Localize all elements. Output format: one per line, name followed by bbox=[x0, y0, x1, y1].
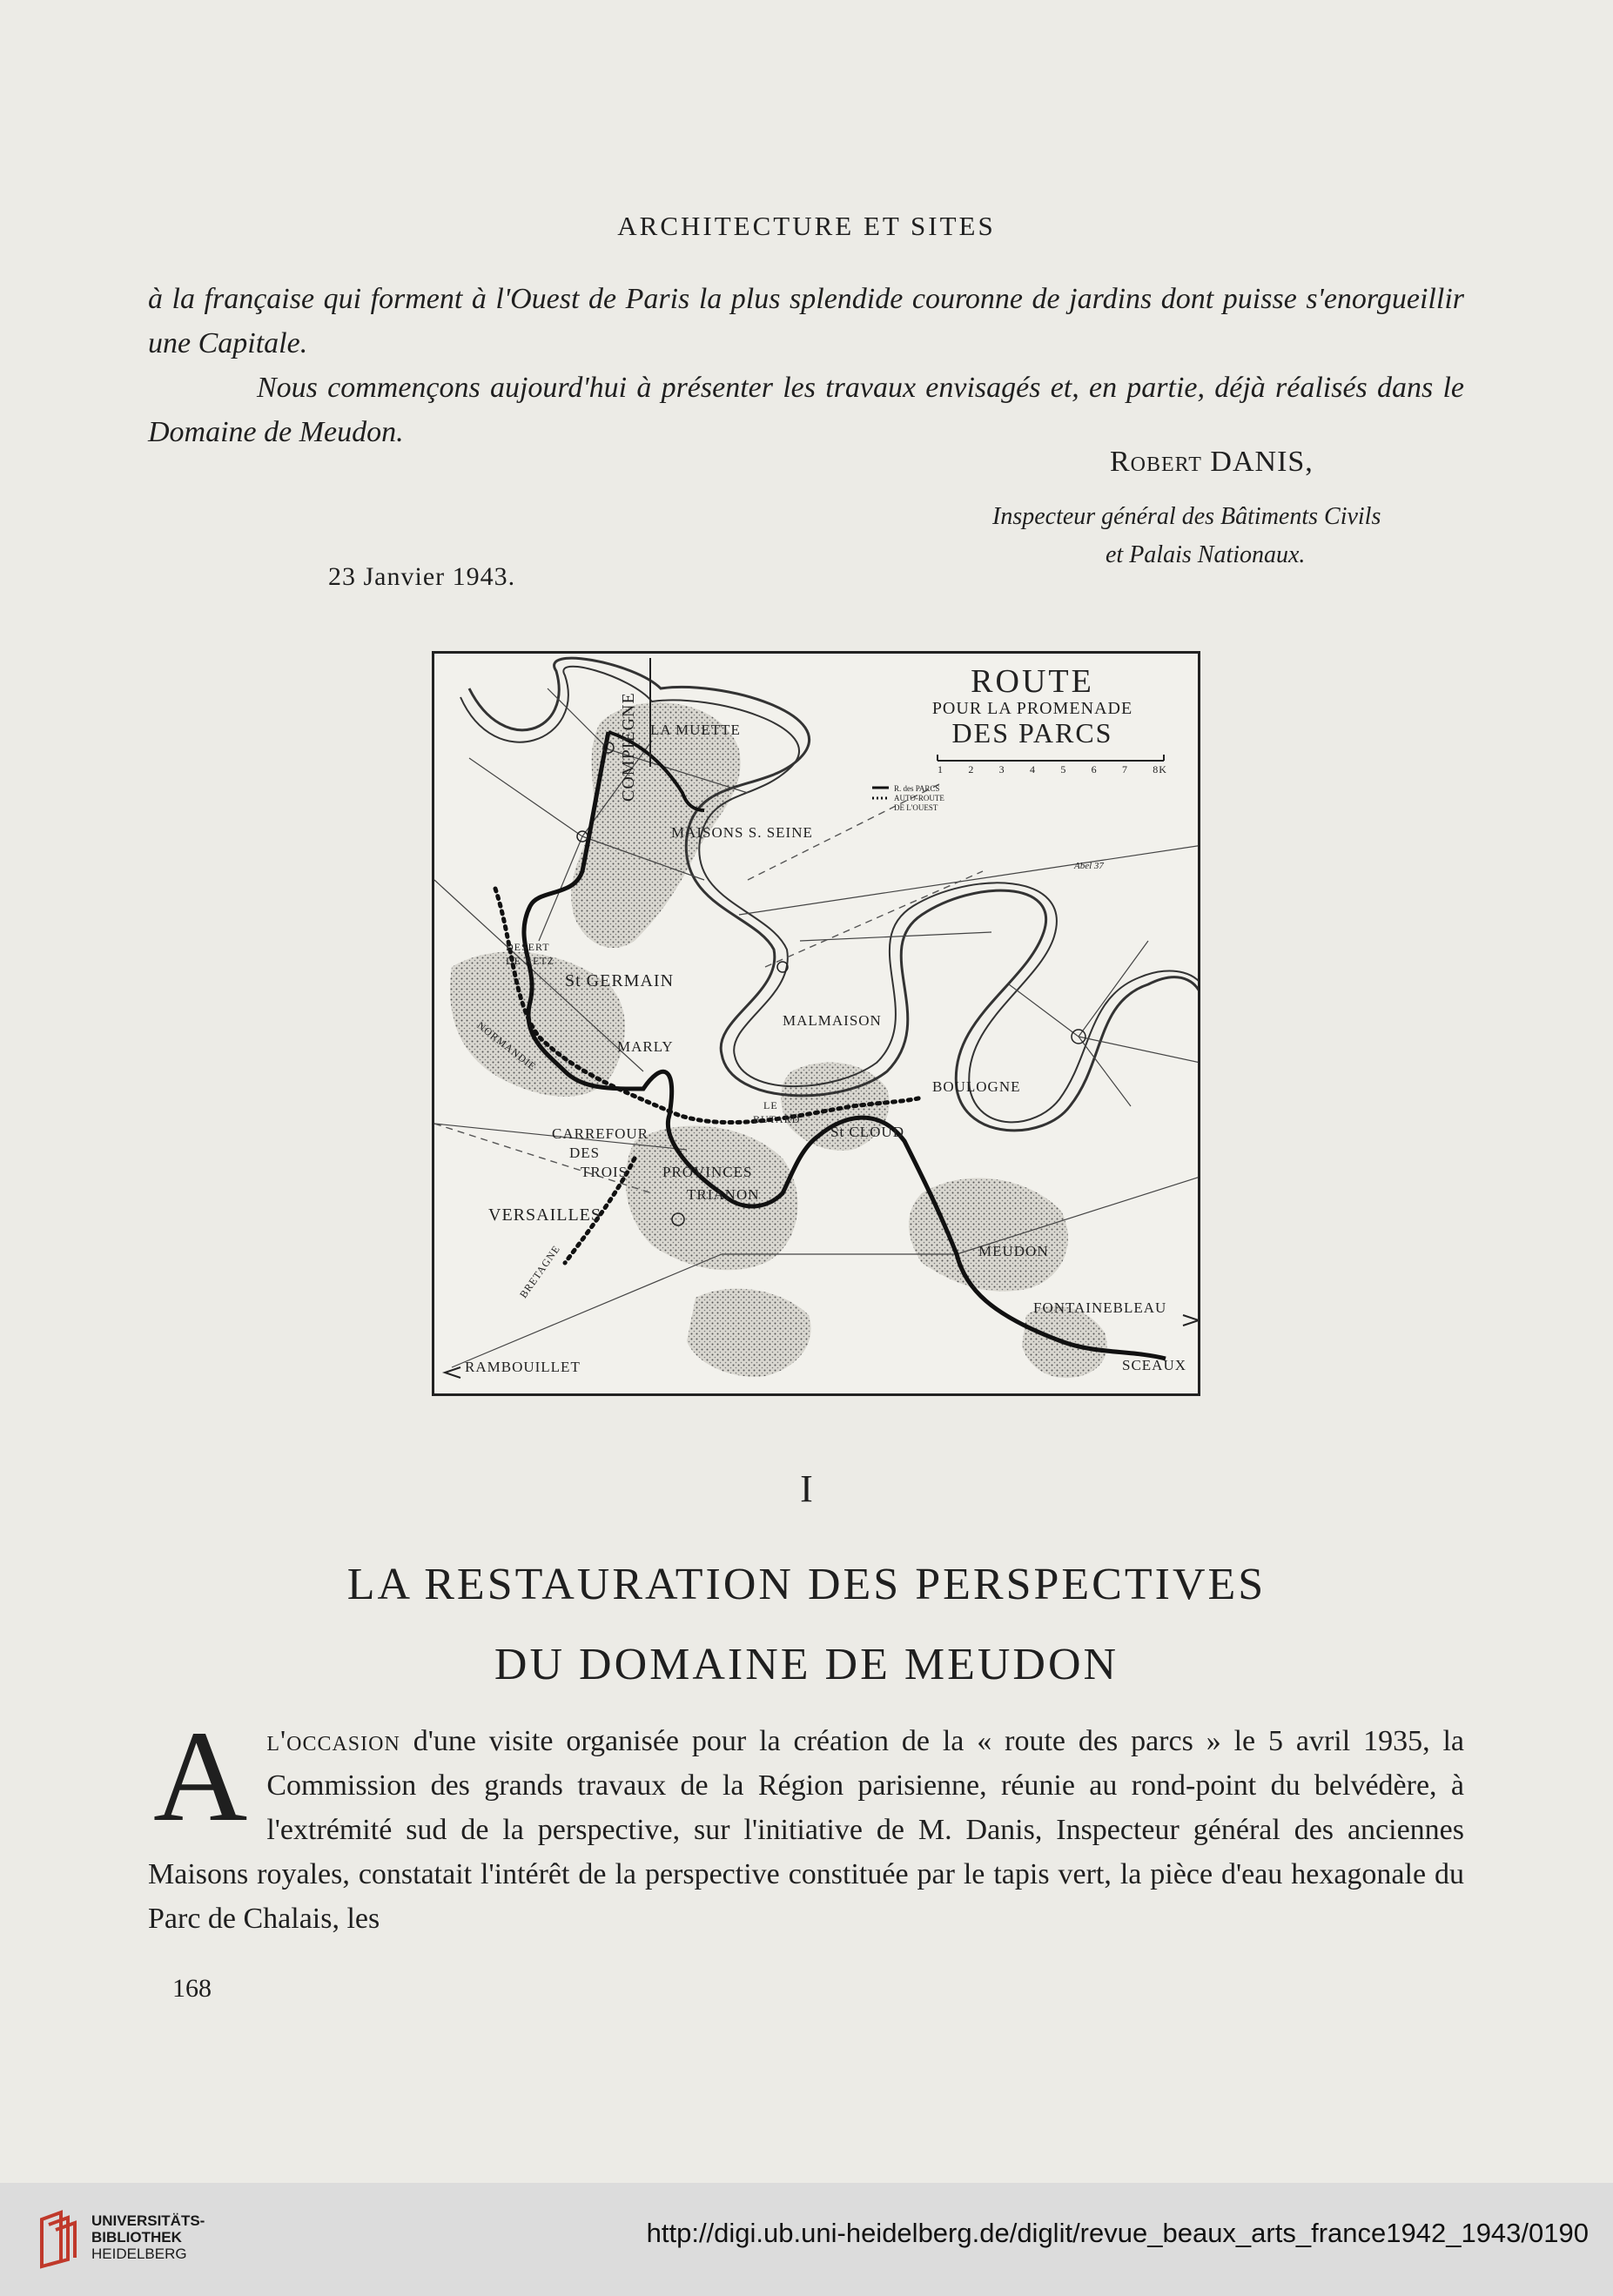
scale-tick: 5 bbox=[1060, 763, 1067, 775]
scale-tick: 8K bbox=[1153, 763, 1167, 775]
scale-tick: 4 bbox=[1029, 763, 1036, 775]
section-title-line-1: LA RESTAURATION DES PERSPECTIVES bbox=[346, 1560, 1267, 1609]
scale-ticks bbox=[938, 763, 1167, 776]
place-normandie: NORMANDIE bbox=[474, 1019, 539, 1073]
place-compiegne: COMPIEGNE bbox=[619, 692, 638, 802]
library-name-line-2: BIBLIOTHEK bbox=[91, 2229, 182, 2246]
place-butard: BUTARD bbox=[753, 1113, 801, 1125]
scale-tick: 7 bbox=[1121, 763, 1128, 775]
place-sceaux: SCEAUX bbox=[1122, 1357, 1187, 1373]
library-name-line-1: UNIVERSITÄTS- bbox=[91, 2212, 205, 2229]
section-title bbox=[0, 1545, 1613, 1705]
place-des: DES bbox=[569, 1145, 601, 1161]
place-desert-2: DE RETZ bbox=[506, 955, 554, 967]
intro-text bbox=[148, 277, 1464, 454]
library-name-line-3: HEIDELBERG bbox=[91, 2246, 187, 2262]
place-desert-1: DESERT bbox=[506, 941, 550, 953]
place-trois: TROIS bbox=[581, 1164, 628, 1180]
place-carrefour: CARREFOUR bbox=[552, 1125, 649, 1142]
scale-tick: 2 bbox=[968, 763, 975, 775]
scale-bar bbox=[938, 755, 1164, 761]
arrow-fontainebleau bbox=[1183, 1315, 1199, 1326]
intro-paragraph-2: Nous commençons aujourd'hui à présenter les travaux envisagés et, en partie, déjà réalisés dans le Domaine de Meudon. bbox=[148, 372, 1464, 448]
place-versailles: VERSAILLES bbox=[488, 1205, 602, 1225]
place-la-muette: LA MUETTE bbox=[650, 722, 741, 738]
artist-signature: Abel 37 bbox=[1074, 861, 1104, 871]
place-le: LE bbox=[763, 1099, 778, 1111]
place-trianon: TRIANON bbox=[687, 1186, 760, 1203]
map-title bbox=[902, 664, 1163, 748]
running-head: ARCHITECTURE ET SITES bbox=[617, 211, 996, 241]
scale-tick: 3 bbox=[998, 763, 1005, 775]
library-logo-icon bbox=[35, 2209, 87, 2270]
drop-cap: A bbox=[153, 1704, 248, 1849]
section-title-line-2: DU DOMAINE DE MEUDON bbox=[494, 1640, 1119, 1689]
place-marly: MARLY bbox=[617, 1038, 674, 1055]
library-name bbox=[91, 2212, 205, 2262]
place-boulogne: BOULOGNE bbox=[932, 1078, 1021, 1095]
forest-rambouillet bbox=[687, 1289, 811, 1377]
place-maisons: MAISONS S. SEINE bbox=[671, 824, 813, 841]
map-title-line-2: POUR LA PROMENADE bbox=[931, 699, 1133, 718]
date-line: 23 Janvier 1943. bbox=[328, 562, 516, 591]
signature-title-line-1: Inspecteur général des Bâtiments Civils bbox=[992, 503, 1381, 530]
place-malmaison: MALMAISON bbox=[783, 1012, 882, 1029]
place-provinces: PROVINCES bbox=[662, 1164, 753, 1180]
place-rambouillet: RAMBOUILLET bbox=[465, 1359, 581, 1375]
arrow-rambouillet bbox=[445, 1367, 460, 1378]
place-st-germain: St GERMAIN bbox=[565, 971, 675, 990]
signature-first-name: Robert bbox=[1110, 446, 1202, 478]
map-legend bbox=[894, 784, 944, 813]
map-title-line-1: ROUTE bbox=[971, 663, 1094, 700]
library-footer bbox=[0, 2183, 1613, 2296]
body-paragraph bbox=[148, 1704, 1464, 1941]
signature-last-name: DANIS, bbox=[1210, 446, 1314, 478]
route-map-figure bbox=[432, 651, 1200, 1396]
signature-title-line-2: et Palais Nationaux. bbox=[1106, 541, 1306, 568]
section-number: I bbox=[800, 1467, 813, 1510]
signature-name bbox=[1110, 446, 1314, 479]
scale-tick: 6 bbox=[1091, 763, 1098, 775]
place-fontainebleau: FONTAINEBLEAU bbox=[1033, 1299, 1167, 1316]
legend-item-route: R. des PARCS bbox=[894, 784, 940, 793]
legend-item-autoroute-2: DE L'OUEST bbox=[894, 803, 938, 812]
legend-item-autoroute: AUTO-ROUTE bbox=[894, 794, 944, 802]
scale-tick: 1 bbox=[938, 763, 944, 775]
source-url-link[interactable]: http://digi.ub.uni-heidelberg.de/diglit/revue_beaux_arts_france1942_1943/0190 bbox=[646, 2218, 1589, 2248]
map-title-line-3: DES PARCS bbox=[951, 717, 1113, 749]
body-text: d'une visite organisée pour la création de la « route des parcs » le 5 avril 1935, la Commission des grands travaux de la Région parisienne, réunie au rond-point du belvédère, à l'extrémité sud de la perspective, sur l'initiative de M. Danis, Inspecteur général des anciennes Maisons royales, constatait l'intérêt de la perspective constituée par le tapis vert, la pièce d'eau hexagonale du Parc de Chalais, les bbox=[148, 1725, 1464, 1935]
lead-smallcaps: l'occasion bbox=[266, 1725, 400, 1757]
place-bretagne: BRETAGNE bbox=[517, 1242, 563, 1301]
signature-title bbox=[992, 498, 1462, 574]
place-meudon: MEUDON bbox=[978, 1243, 1049, 1259]
page-number: 168 bbox=[172, 1974, 212, 2003]
intro-paragraph-1: à la française qui forment à l'Ouest de Paris la plus splendide couronne de jardins dont puisse s'enorgueillir une Capitale. bbox=[148, 283, 1464, 359]
place-st-cloud: St CLOUD bbox=[830, 1124, 904, 1140]
